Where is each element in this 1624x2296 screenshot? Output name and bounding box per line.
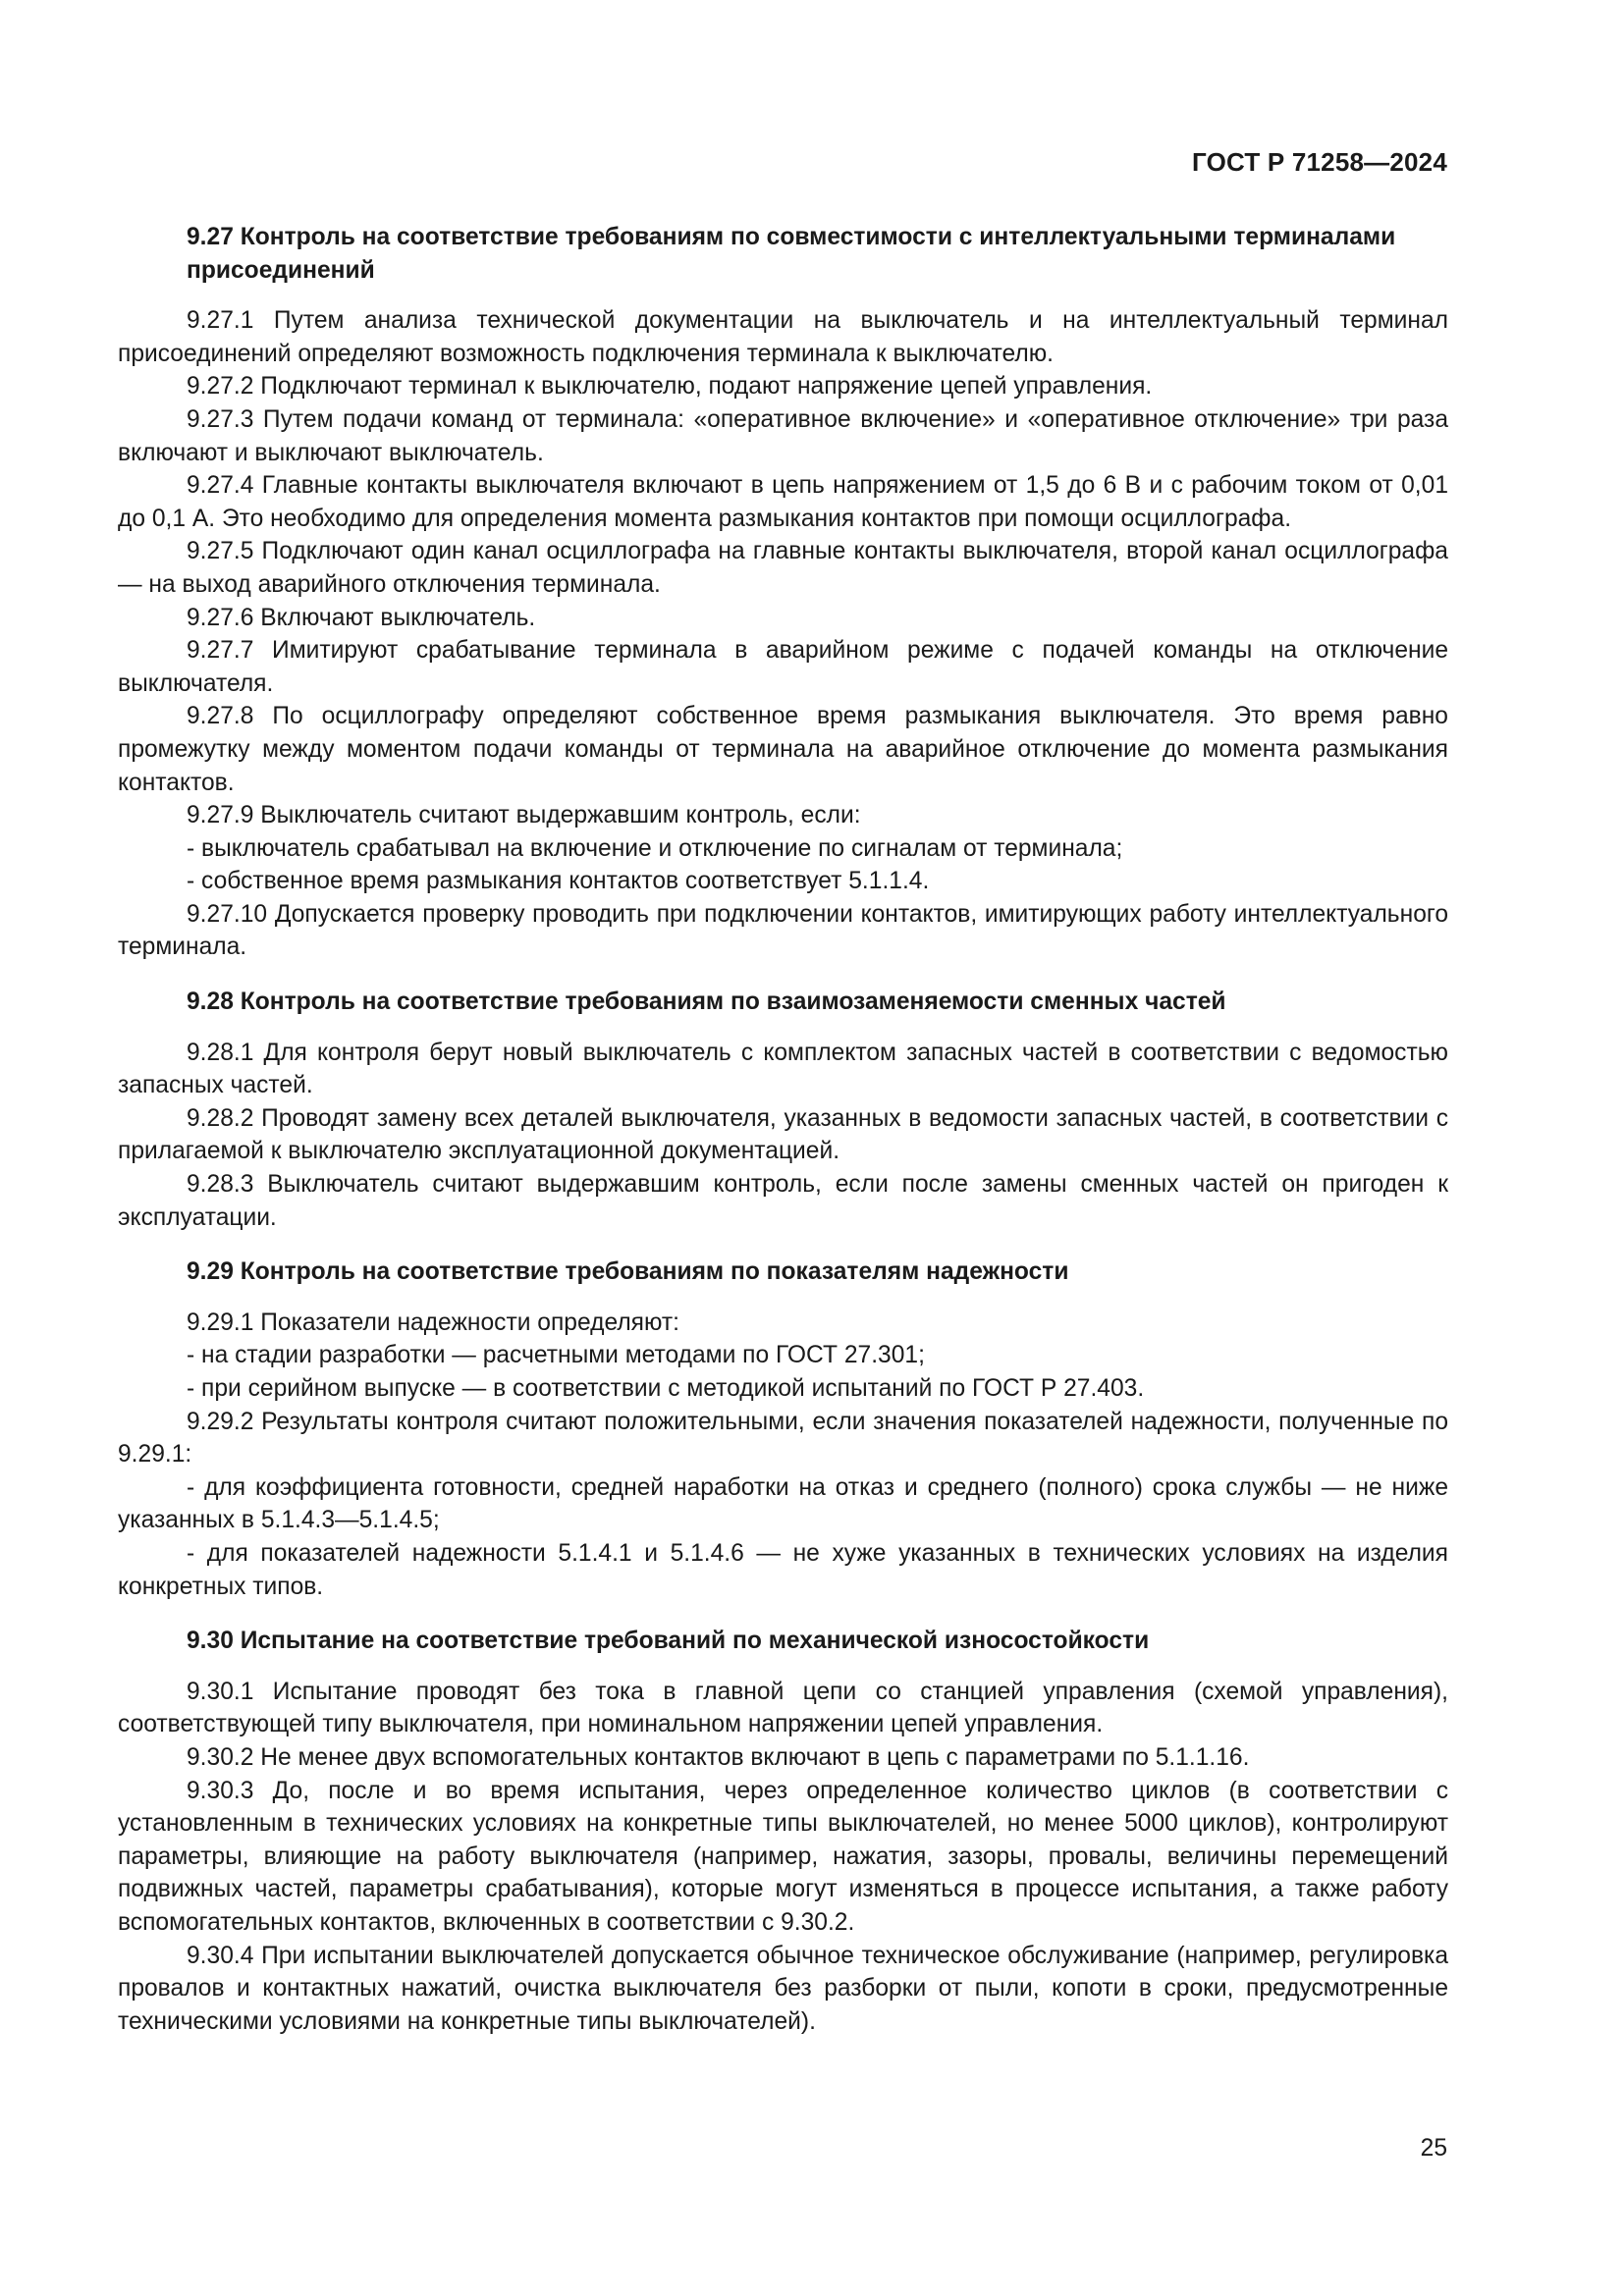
paragraph: 9.28.2 Проводят замену всех деталей выключателя, указанных в ведомости запасных частей, в соответствии с прилагаемой к выключателю эксплуатационной документацией.: [118, 1104, 1448, 1165]
list-item: - для показателей надежности 5.1.4.1 и 5.1.4.6 — не хуже указанных в технических условиях на изделия конкретных типов.: [118, 1539, 1448, 1600]
paragraph: 9.27.4 Главные контакты выключателя включают в цепь напряжением от 1,5 до 6 В и с рабочим током от 0,01 до 0,1 А. Это необходимо для определения момента размыкания контактов при помощи осциллографа.: [118, 472, 1448, 532]
paragraph: 9.30.1 Испытание проводят без тока в главной цепи со станцией управления (схемой управления), соответствующей типу выключателя, при номинальном напряжении цепей управления.: [118, 1678, 1448, 1738]
list-item: - собственное время размыкания контактов соответствует 5.1.1.4.: [187, 868, 930, 895]
section-heading: 9.29 Контроль на соответствие требованиям по показателям надежности: [187, 1258, 1069, 1286]
paragraph: 9.27.3 Путем подачи команд от терминала: «оперативное включение» и «оперативное отключение» три раза включают и выключают выключатель.: [118, 405, 1448, 466]
list-item: - на стадии разработки — расчетными методами по ГОСТ 27.301;: [187, 1342, 925, 1369]
paragraph: 9.29.1 Показатели надежности определяют:: [187, 1308, 679, 1336]
paragraph: 9.27.9 Выключатель считают выдержавшим контроль, если:: [187, 802, 861, 829]
paragraph: 9.27.7 Имитируют срабатывание терминала в аварийном режиме с подачей команды на отключение выключателя.: [118, 637, 1448, 697]
paragraph: 9.27.1 Путем анализа технической документации на выключатель и на интеллектуальный терминал присоединений определяют возможность подключения терминала к выключателю.: [118, 307, 1448, 367]
paragraph: 9.27.10 Допускается проверку проводить при подключении контактов, имитирующих работу интеллектуального терминала.: [118, 900, 1448, 961]
paragraph: 9.30.2 Не менее двух вспомогательных контактов включают в цепь с параметрами по 5.1.1.16.: [187, 1743, 1250, 1771]
list-item: - для коэффициента готовности, средней наработки на отказ и среднего (полного) срока службы — не ниже указанных в 5.1.4.3—5.1.4.5;: [118, 1473, 1448, 1534]
list-item: - при серийном выпуске — в соответствии с методикой испытаний по ГОСТ Р 27.403.: [187, 1375, 1145, 1402]
page-number: 25: [1420, 2135, 1447, 2162]
paragraph: 9.27.8 По осциллографу определяют собственное время размыкания выключателя. Это время равно промежутку между моментом подачи команды от терминала на аварийное отключение до момента размыкания контактов.: [118, 703, 1448, 796]
paragraph: 9.28.3 Выключатель считают выдержавшим контроль, если после замены сменных частей он пригоден к эксплуатации.: [118, 1171, 1448, 1231]
paragraph: 9.29.2 Результаты контроля считают положительными, если значения показателей надежности, полученные по 9.29.1:: [118, 1408, 1448, 1468]
section-heading: 9.30 Испытание на соответствие требований по механической износостойкости: [187, 1628, 1150, 1655]
section-heading: 9.28 Контроль на соответствие требованиям по взаимозаменяемости сменных частей: [187, 988, 1226, 1016]
paragraph: 9.27.5 Подключают один канал осциллографа на главные контакты выключателя, второй канал осциллографа — на выход аварийного отключения терминала.: [118, 538, 1448, 598]
paragraph: 9.27.6 Включают выключатель.: [187, 604, 536, 631]
section-heading: 9.27 Контроль на соответствие требованиям по совместимости с интеллектуальными терминалами присоединений: [187, 224, 1396, 284]
paragraph: 9.27.2 Подключают терминал к выключателю, подают напряжение цепей управления.: [187, 373, 1153, 400]
paragraph: 9.28.1 Для контроля берут новый выключатель с комплектом запасных частей в соответствии с ведомостью запасных частей.: [118, 1039, 1448, 1099]
document-code: ГОСТ Р 71258—2024: [1192, 147, 1447, 177]
list-item: - выключатель срабатывал на включение и отключение по сигналам от терминала;: [187, 834, 1123, 862]
document-body: [118, 221, 1448, 2038]
paragraph: 9.30.3 До, после и во время испытания, через определенное количество циклов (в соответствии с установленным в технических условиях на конкретные типы выключателей, но менее 5000 циклов), контролируют параметры, влияющие на работу выключателя (например, нажатия, зазоры, провалы, величины перемещений подвижных частей, параметры срабатывания), которые могут изменяться в процессе испытания, а также работу вспомогательных контактов, включенных в соответствии с 9.30.2.: [118, 1777, 1448, 1936]
paragraph: 9.30.4 При испытании выключателей допускается обычное техническое обслуживание (например, регулировка провалов и контактных нажатий, очистка выключателя без разборки от пыли, копоти в сроки, предусмотренные техническими условиями на конкретные типы выключателей).: [118, 1942, 1448, 2035]
